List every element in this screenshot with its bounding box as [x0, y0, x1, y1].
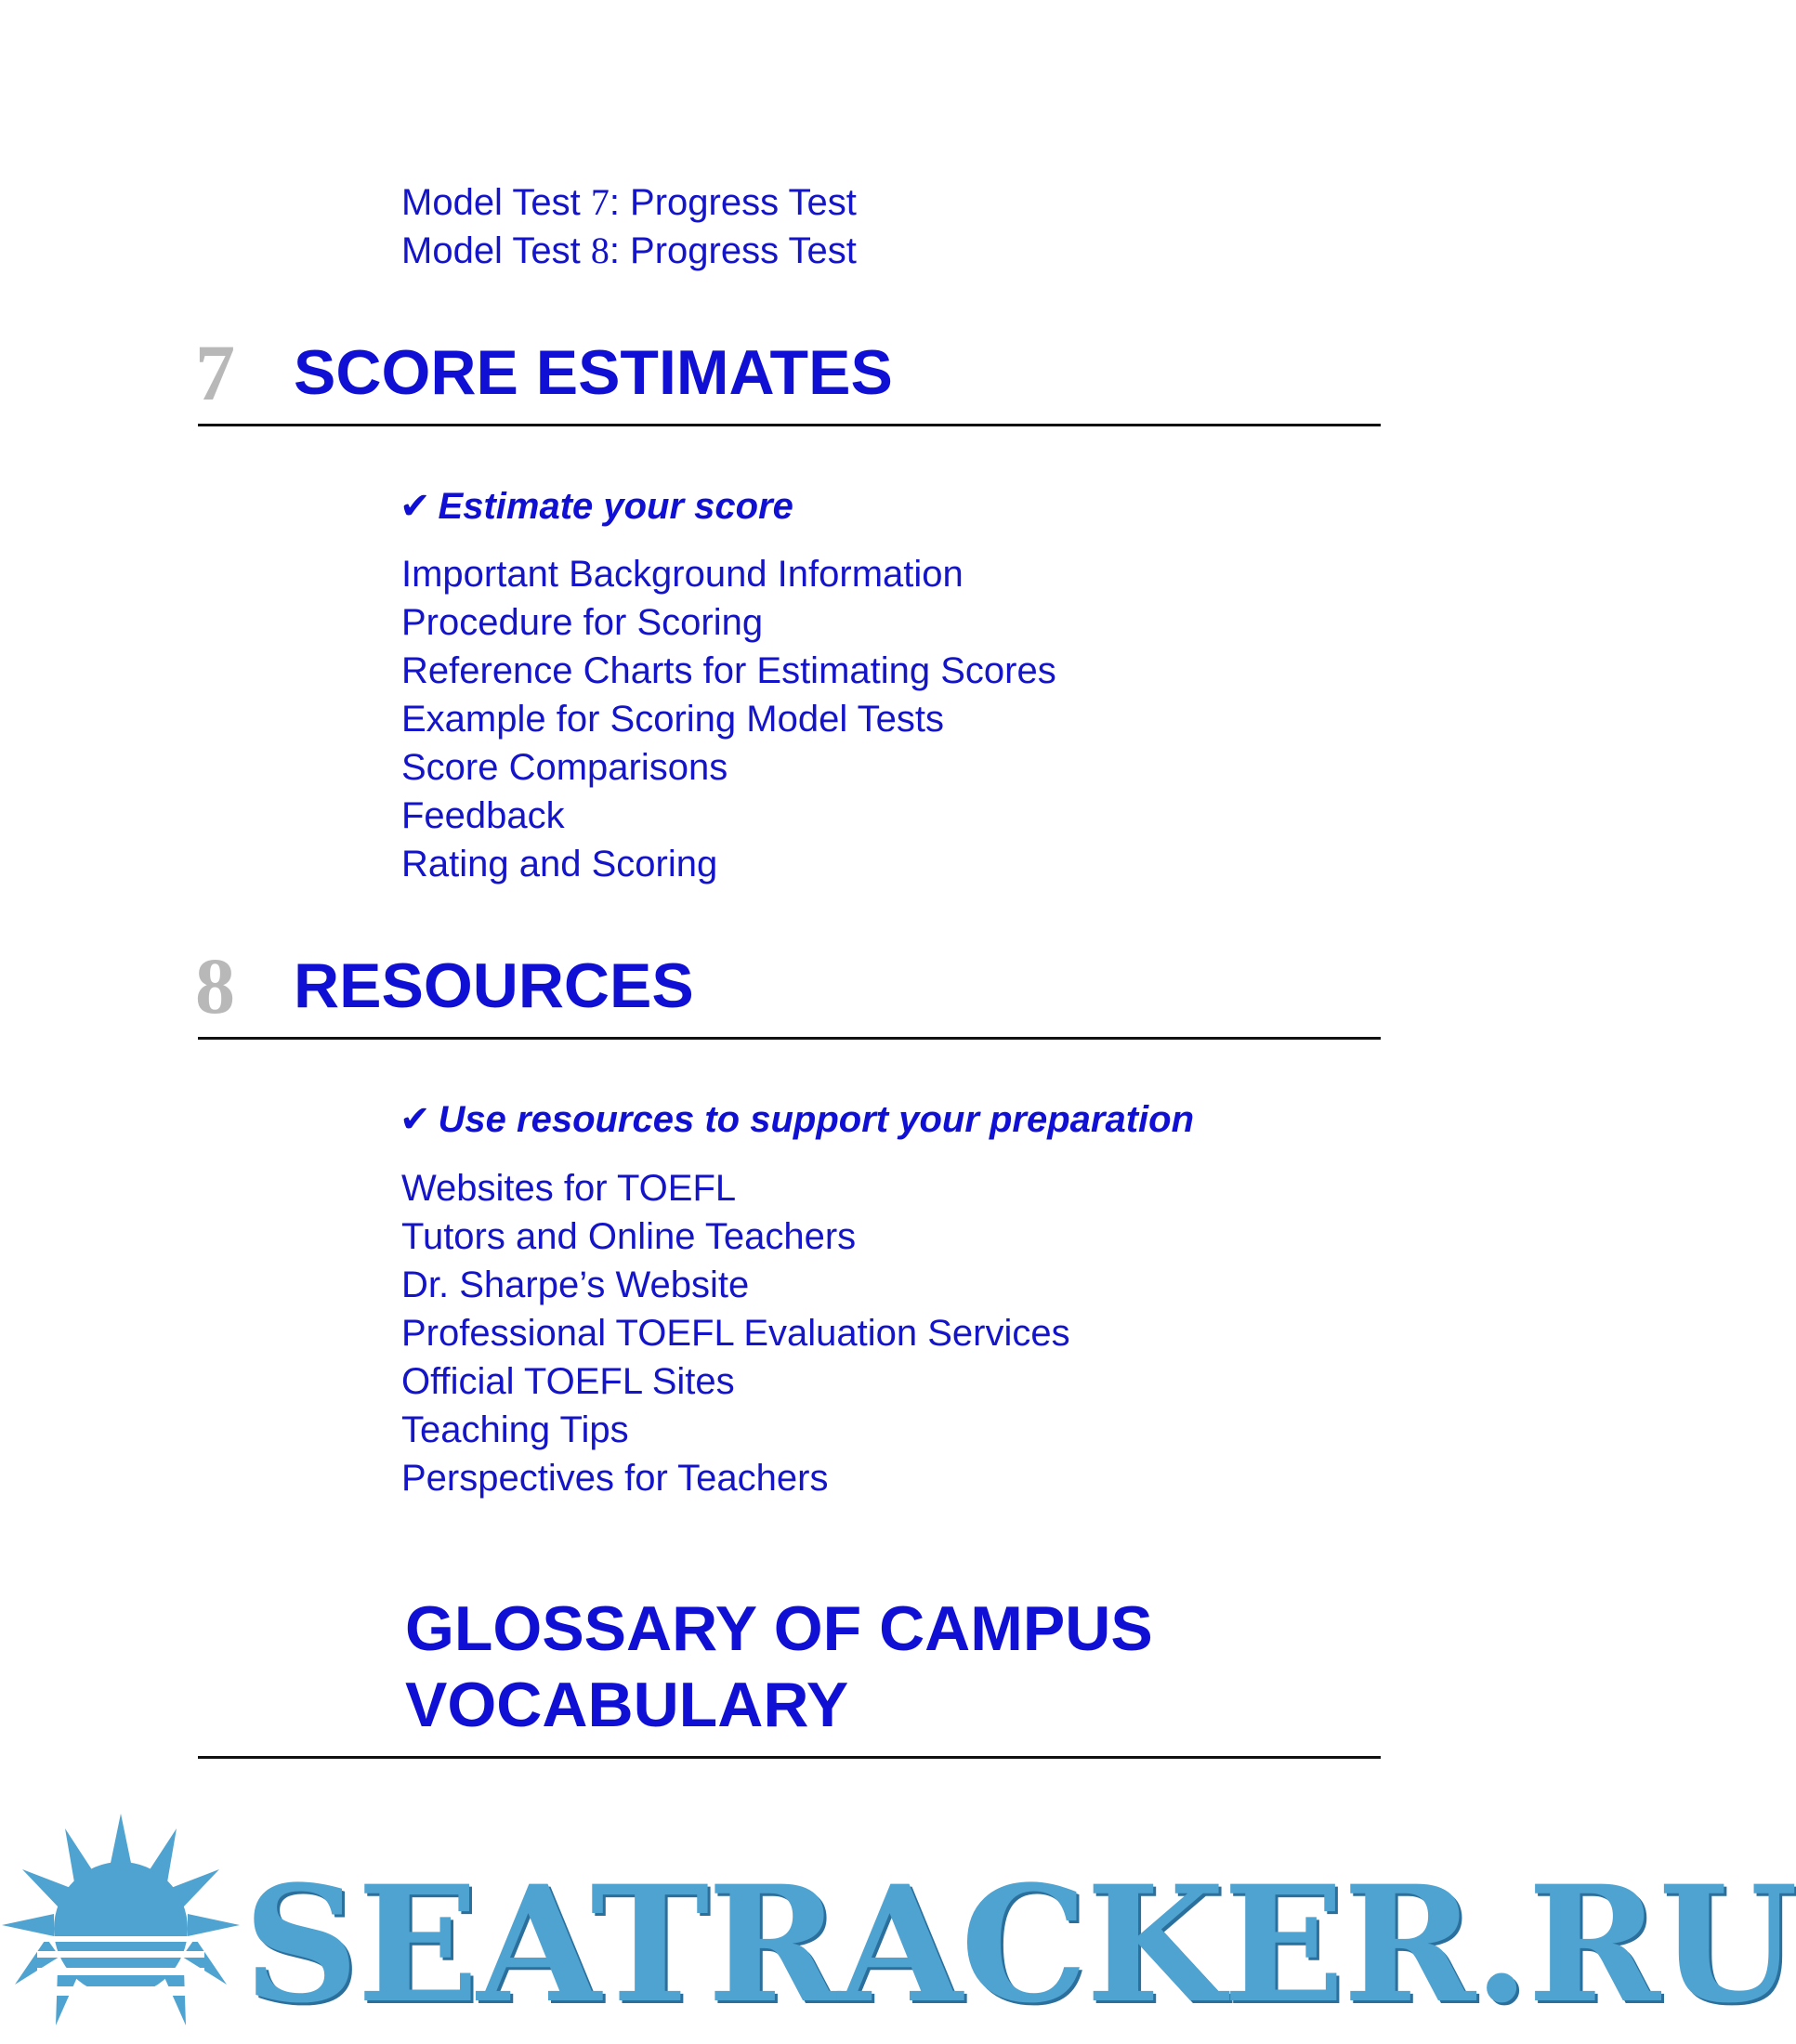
chapter-7-subtitle: ✔ Estimate your score — [400, 486, 793, 527]
watermark-text: SEATRACKER.RU — [243, 1850, 1796, 2038]
glossary-divider — [198, 1756, 1381, 1759]
toc-item-model-test-8[interactable]: Model Test 8: Progress Test — [401, 229, 857, 271]
toc-item[interactable]: Feedback — [401, 795, 565, 836]
chapter-7-divider — [198, 424, 1381, 426]
toc-item[interactable]: Example for Scoring Model Tests — [401, 699, 944, 740]
chapter-8-subtitle: ✔ Use resources to support your preparation — [400, 1099, 1195, 1140]
sun-burst-icon — [0, 1812, 242, 2044]
toc-item[interactable]: Procedure for Scoring — [401, 602, 764, 643]
toc-item[interactable]: Dr. Sharpe’s Website — [401, 1264, 750, 1305]
check-icon: ✔ — [400, 486, 431, 527]
toc-item[interactable]: Professional TOEFL Evaluation Services — [401, 1313, 1070, 1354]
chapter-8-title[interactable]: RESOURCES — [294, 950, 694, 1021]
chapter-8-divider — [198, 1037, 1381, 1040]
glossary-title-line1[interactable]: GLOSSARY OF CAMPUS — [405, 1593, 1153, 1664]
chapter-7-title[interactable]: SCORE ESTIMATES — [294, 337, 893, 408]
toc-item[interactable]: Teaching Tips — [401, 1409, 629, 1450]
toc-item-model-test-7[interactable]: Model Test 7: Progress Test — [401, 181, 857, 223]
toc-item[interactable]: Tutors and Online Teachers — [401, 1216, 857, 1257]
glossary-title-line2[interactable]: VOCABULARY — [405, 1670, 849, 1740]
toc-item[interactable]: Websites for TOEFL — [401, 1168, 737, 1209]
chapter-7-number: 7 — [195, 328, 235, 417]
toc-item[interactable]: Important Background Information — [401, 554, 964, 595]
toc-item[interactable]: Reference Charts for Estimating Scores — [401, 650, 1056, 691]
toc-item[interactable]: Perspectives for Teachers — [401, 1458, 829, 1499]
toc-item[interactable]: Official TOEFL Sites — [401, 1361, 735, 1402]
toc-item[interactable]: Score Comparisons — [401, 747, 728, 788]
chapter-8-number: 8 — [195, 941, 235, 1030]
toc-item[interactable]: Rating and Scoring — [401, 844, 718, 884]
check-icon: ✔ — [400, 1099, 431, 1140]
